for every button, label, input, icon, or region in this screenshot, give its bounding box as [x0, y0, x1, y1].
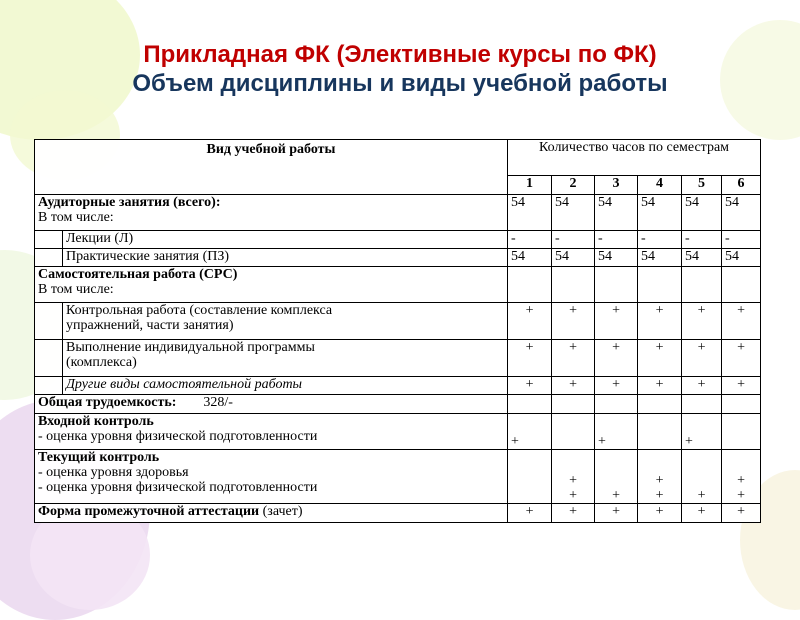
cell-value: -	[682, 231, 722, 249]
cell-value	[722, 450, 761, 504]
row-label	[63, 303, 508, 340]
cell-value: 54	[682, 195, 722, 231]
table-row-entry-control	[35, 414, 761, 450]
cell-value	[552, 414, 595, 450]
cell-value: -	[638, 231, 682, 249]
cell-value: +	[722, 303, 761, 340]
control-work-label-1: Контрольная работа (составление комплекса	[66, 303, 333, 318]
entry-label: Входной контроль	[38, 414, 154, 429]
cell-value: +	[595, 340, 638, 377]
cell-value: +	[722, 504, 761, 523]
individual-label-2: (комплекса)	[66, 355, 137, 370]
cell-value	[638, 450, 682, 504]
cell-empty	[722, 395, 761, 414]
cell-value	[682, 450, 722, 504]
semester-1: 1	[508, 176, 552, 195]
title-line-2: Объем дисциплины и виды учебной работы	[132, 70, 668, 97]
table-row-current-control	[35, 450, 761, 504]
table-row-control-work	[35, 303, 761, 340]
cell-value: +	[638, 504, 682, 523]
semester-3: 3	[595, 176, 638, 195]
current-fitness-value: +	[569, 488, 577, 503]
row-label	[35, 195, 508, 231]
cell-empty	[682, 267, 722, 303]
cell-value: 54	[552, 249, 595, 267]
row-label	[35, 504, 508, 523]
cell-value: +	[508, 340, 552, 377]
cell-empty	[595, 395, 638, 414]
cell-value: +	[595, 504, 638, 523]
cell-value: +	[682, 340, 722, 377]
cell-value: -	[552, 231, 595, 249]
cell-value: 54	[595, 195, 638, 231]
cell-value	[595, 450, 638, 504]
cell-value: -	[508, 231, 552, 249]
semester-6: 6	[722, 176, 761, 195]
table-row-practice	[35, 249, 761, 267]
cell-value: +	[508, 377, 552, 395]
col-header-hours: Количество часов по семестрам	[508, 140, 761, 176]
table-row-auditory	[35, 195, 761, 231]
cell-value: +	[722, 377, 761, 395]
table-row-attestation	[35, 504, 761, 523]
total-value: 328/-	[203, 395, 233, 410]
header-row	[35, 140, 761, 176]
cell-value: 54	[682, 249, 722, 267]
cell-empty	[638, 267, 682, 303]
indent-cell	[35, 249, 63, 267]
semester-4: 4	[638, 176, 682, 195]
lectures-label: Лекции (Л)	[63, 231, 508, 249]
cell-empty	[508, 395, 552, 414]
cell-value	[722, 414, 761, 450]
cell-value: +	[552, 303, 595, 340]
entry-line-1: - оценка уровня физической подготовленности	[38, 429, 318, 444]
auditory-sub: В том числе:	[38, 210, 114, 225]
cell-value: +	[638, 377, 682, 395]
other-label: Другие виды самостоятельной работы	[63, 377, 508, 395]
current-health-value: +	[655, 473, 664, 488]
current-fitness-value: +	[697, 488, 706, 503]
cell-empty	[682, 395, 722, 414]
col-header-work: Вид учебной работы	[35, 140, 508, 195]
cell-value	[508, 450, 552, 504]
cell-value: +	[508, 303, 552, 340]
current-line-1: - оценка уровня здоровья	[38, 465, 189, 480]
cell-value: +	[595, 377, 638, 395]
cell-value: 54	[638, 195, 682, 231]
cell-value: 54	[508, 195, 552, 231]
auditory-label: Аудиторные занятия (всего):	[38, 195, 221, 210]
cell-empty	[552, 395, 595, 414]
cell-empty	[552, 267, 595, 303]
cell-value: 54	[722, 249, 761, 267]
slide-title	[0, 40, 800, 98]
attestation-label: Форма промежуточной аттестации	[38, 504, 260, 519]
cell-value: -	[722, 231, 761, 249]
current-health-value: +	[569, 473, 577, 488]
total-label: Общая трудоемкость:	[38, 395, 177, 410]
attestation-note: (зачет)	[262, 504, 303, 519]
current-line-2: - оценка уровня физической подготовленности	[38, 480, 318, 495]
control-work-label-2: упражнений, части занятия)	[66, 318, 234, 333]
cell-value: 54	[552, 195, 595, 231]
cell-value: +	[682, 377, 722, 395]
cell-value: 54	[595, 249, 638, 267]
indent-cell	[35, 231, 63, 249]
table-row-other	[35, 377, 761, 395]
selfwork-label: Самостоятельная работа (СРС)	[38, 267, 238, 282]
cell-empty	[595, 267, 638, 303]
individual-label-1: Выполнение индивидуальной программы	[66, 340, 315, 355]
cell-value: +	[682, 414, 722, 450]
cell-value: +	[682, 504, 722, 523]
cell-value: +	[595, 303, 638, 340]
current-fitness-value: +	[612, 488, 620, 503]
selfwork-sub: В том числе:	[38, 282, 114, 297]
cell-value: +	[508, 414, 552, 450]
table-row-selfwork	[35, 267, 761, 303]
indent-cell	[35, 303, 63, 340]
indent-cell	[35, 340, 63, 377]
cell-value: +	[595, 414, 638, 450]
title-line-1: Прикладная ФК (Элективные курсы по ФК)	[143, 41, 657, 68]
current-health-value: +	[737, 473, 745, 488]
table-row-total	[35, 395, 761, 414]
cell-value: +	[638, 340, 682, 377]
cell-value: 54	[508, 249, 552, 267]
cell-empty	[508, 267, 552, 303]
current-fitness-value: +	[737, 488, 745, 503]
table-row-individual	[35, 340, 761, 377]
indent-cell	[35, 377, 63, 395]
cell-empty	[638, 395, 682, 414]
cell-value: 54	[722, 195, 761, 231]
row-label	[63, 340, 508, 377]
cell-value: +	[552, 377, 595, 395]
semester-2: 2	[552, 176, 595, 195]
cell-value: +	[682, 303, 722, 340]
cell-value: +	[552, 340, 595, 377]
semester-5: 5	[682, 176, 722, 195]
cell-value: +	[722, 340, 761, 377]
cell-value: +	[638, 303, 682, 340]
cell-empty	[722, 267, 761, 303]
cell-value	[552, 450, 595, 504]
workload-table	[34, 139, 761, 523]
row-label	[35, 450, 508, 504]
cell-value: +	[508, 504, 552, 523]
cell-value	[638, 414, 682, 450]
current-fitness-value: +	[655, 488, 664, 503]
row-label	[35, 395, 508, 414]
cell-value: 54	[638, 249, 682, 267]
table-row-lectures	[35, 231, 761, 249]
cell-value: -	[595, 231, 638, 249]
cell-value: +	[552, 504, 595, 523]
practice-label: Практические занятия (ПЗ)	[63, 249, 508, 267]
row-label	[35, 267, 508, 303]
row-label	[35, 414, 508, 450]
current-label: Текущий контроль	[38, 450, 160, 465]
